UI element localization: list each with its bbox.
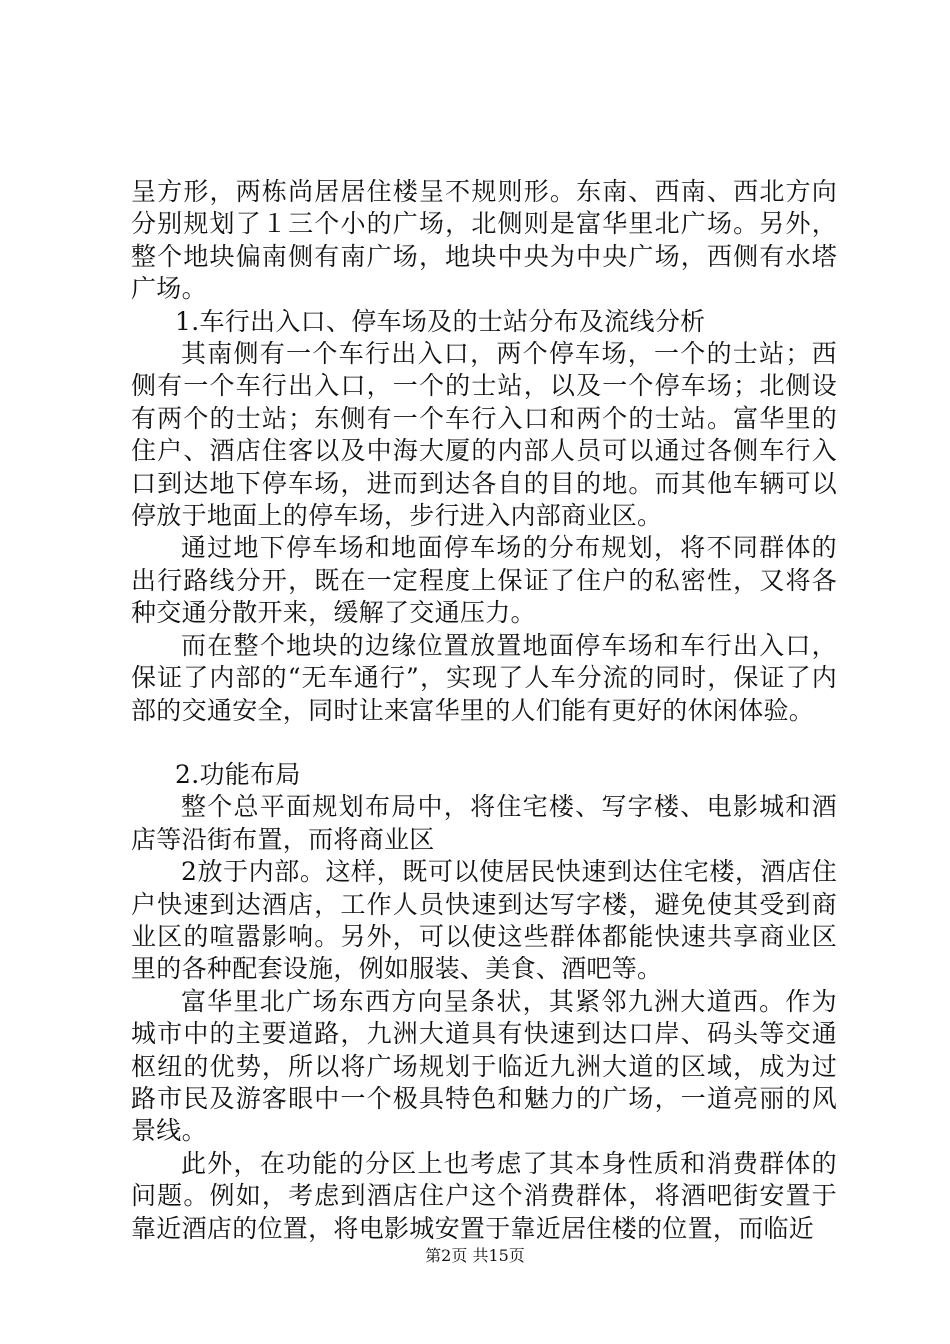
section-heading-2: 2.功能布局 — [175, 759, 301, 789]
page-number: 第2页 共15页 — [425, 1246, 525, 1265]
paragraph: 整个总平面规划布局中，将住宅楼、写字楼、电影城和酒店等沿街布置，而将商业区 — [131, 792, 837, 854]
blank-line — [131, 727, 837, 759]
paragraph: 而在整个地块的边缘位置放置地面停车场和车行出入口，保证了内部的“无车通行”，实现了人车分流的同时，保证了内部的交通安全，同时让来富华里的人们能有更好的休闲体验。 — [131, 630, 837, 725]
paragraph: 通过地下停车场和地面停车场的分布规划，将不同群体的出行路线分开，既在一定程度上保证了住户的私密性，又将各种交通分散开来，缓解了交通压力。 — [131, 533, 837, 628]
document-body — [131, 176, 837, 1245]
paragraph: 富华里北广场东西方向呈条状，其紧邻九洲大道西。作为城市中的主要道路，九洲大道具有快速到达口岸、码头等交通枢纽的优势，所以将广场规划于临近九洲大道的区域，成为过路市民及游客眼中一个极具特色和魅力的广场，一道亮丽的风景线。 — [131, 986, 837, 1146]
section-heading-1: 1.车行出入口、停车场及的士站分布及流线分析 — [175, 306, 706, 336]
paragraph: 此外，在功能的分区上也考虑了其本身性质和消费群体的问题。例如，考虑到酒店住户这个消费群体，将酒吧街安置于靠近酒店的位置，将电影城安置于靠近居住楼的位置，而临近 — [131, 1148, 837, 1243]
paragraph: 其南侧有一个车行出入口，两个停车场，一个的士站；西侧有一个车行出入口，一个的士站，以及一个停车场；北侧设有两个的士站；东侧有一个车行入口和两个的士站。富华里的住户、酒店住客以及中海大厦的内部人员可以通过各侧车行入口到达地下停车场，进而到达各自的目的地。而其他车辆可以停放于地面上的停车场，步行进入内部商业区。 — [131, 339, 837, 531]
paragraph-continuation: 呈方形，两栋尚居居住楼呈不规则形。东南、西南、西北方向分别规划了１三个小的广场，北侧则是富华里北广场。另外，整个地块偏南侧有南广场，地块中央为中央广场，西侧有水塔广场。 — [131, 177, 837, 304]
paragraph: 2放于内部。这样，既可以使居民快速到达住宅楼，酒店住户快速到达酒店，工作人员快速到达写字楼，避免使其受到商业区的喧嚣影响。另外，可以使这些群体都能快速共享商业区里的各种配套设施，例如服装、美食、酒吧等。 — [131, 857, 837, 984]
